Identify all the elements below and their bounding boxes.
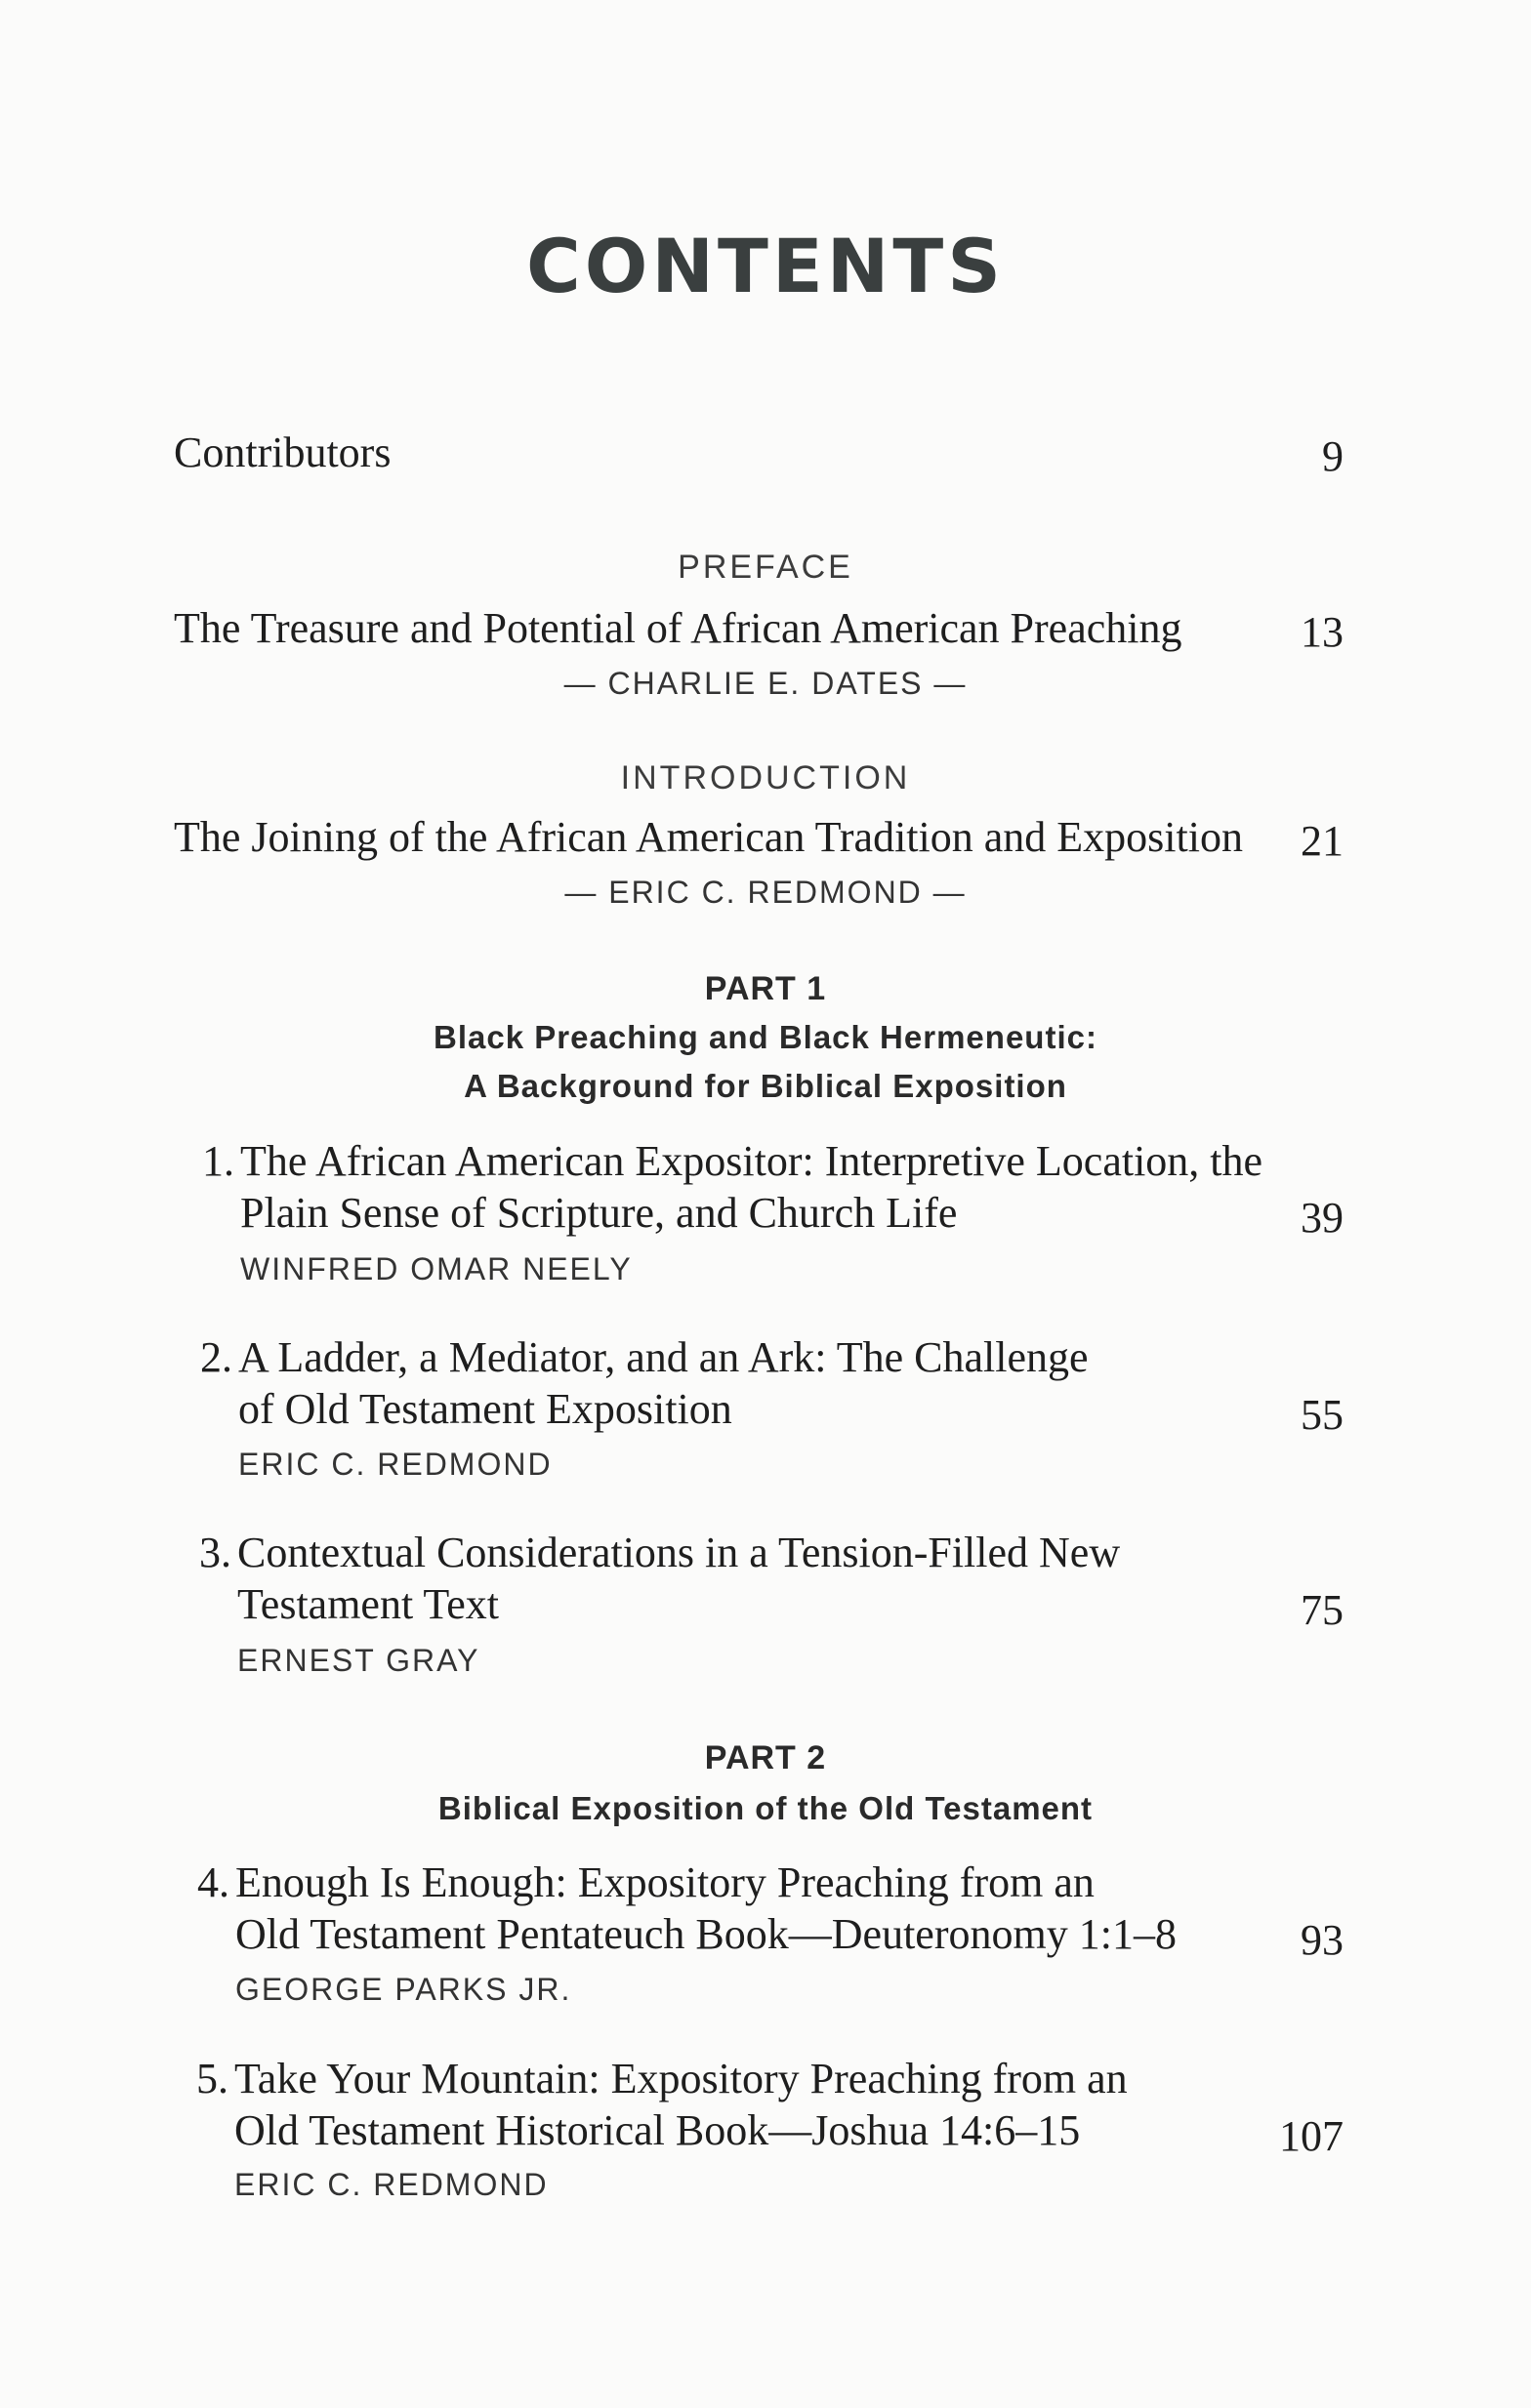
part2-label: PART 2 xyxy=(704,1739,827,1776)
introduction-heading: INTRODUCTION xyxy=(620,759,911,796)
chapter-4-title-line1[interactable]: Enough Is Enough: Expository Preaching from an xyxy=(235,1858,1095,1906)
preface-title[interactable]: The Treasure and Potential of African American Preaching xyxy=(174,604,1182,652)
chapter-2-number: 2. xyxy=(200,1333,232,1381)
chapter-1-title-line2[interactable]: Plain Sense of Scripture, and Church Life xyxy=(240,1189,958,1237)
contributors-page: 9 xyxy=(1322,432,1344,480)
chapter-4-author: GEORGE PARKS JR. xyxy=(235,1972,572,2007)
chapter-1-title-line1[interactable]: The African American Expositor: Interpretive Location, the xyxy=(240,1137,1263,1185)
introduction-page: 21 xyxy=(1301,817,1344,865)
chapter-4-number: 4. xyxy=(197,1858,229,1906)
chapter-3-author: ERNEST GRAY xyxy=(237,1643,480,1678)
part1-label: PART 1 xyxy=(704,970,827,1007)
page-title: CONTENTS xyxy=(526,223,1005,309)
chapter-5-title-line1[interactable]: Take Your Mountain: Expository Preaching from an xyxy=(234,2055,1128,2102)
preface-page: 13 xyxy=(1301,608,1344,656)
preface-heading: PREFACE xyxy=(678,549,853,586)
preface-byline: — CHARLIE E. DATES — xyxy=(563,666,968,701)
chapter-3-number: 3. xyxy=(199,1529,231,1576)
chapter-5-author: ERIC C. REDMOND xyxy=(234,2167,549,2202)
chapter-2-author: ERIC C. REDMOND xyxy=(238,1447,553,1482)
introduction-byline: — ERIC C. REDMOND — xyxy=(564,875,967,910)
introduction-title[interactable]: The Joining of the African American Tradition and Exposition xyxy=(174,813,1243,861)
chapter-5-page: 107 xyxy=(1279,2112,1344,2160)
chapter-1-page: 39 xyxy=(1301,1194,1344,1242)
chapter-1-author: WINFRED OMAR NEELY xyxy=(240,1251,633,1286)
chapter-3-title-line1[interactable]: Contextual Considerations in a Tension-Filled New xyxy=(237,1529,1121,1576)
chapter-4-page: 93 xyxy=(1301,1916,1344,1964)
chapter-3-title-line2[interactable]: Testament Text xyxy=(237,1580,499,1628)
chapter-5-title-line2[interactable]: Old Testament Historical Book—Joshua 14:6–15 xyxy=(234,2106,1081,2154)
chapter-5-number: 5. xyxy=(196,2055,228,2102)
chapter-2-title-line2[interactable]: of Old Testament Exposition xyxy=(238,1385,732,1433)
part1-subtitle-line1: Black Preaching and Black Hermeneutic: xyxy=(434,1019,1097,1055)
part1-subtitle-line2: A Background for Biblical Exposition xyxy=(464,1068,1067,1104)
chapter-1-number: 1. xyxy=(202,1137,234,1185)
chapter-4-title-line2[interactable]: Old Testament Pentateuch Book—Deuteronomy 1:1–8 xyxy=(235,1910,1177,1958)
part2-subtitle-line1: Biblical Exposition of the Old Testament xyxy=(437,1790,1094,1826)
contributors-label[interactable]: Contributors xyxy=(174,429,392,476)
chapter-2-title-line1[interactable]: A Ladder, a Mediator, and an Ark: The Challenge xyxy=(238,1333,1089,1381)
chapter-2-page: 55 xyxy=(1301,1391,1344,1439)
chapter-3-page: 75 xyxy=(1301,1586,1344,1634)
